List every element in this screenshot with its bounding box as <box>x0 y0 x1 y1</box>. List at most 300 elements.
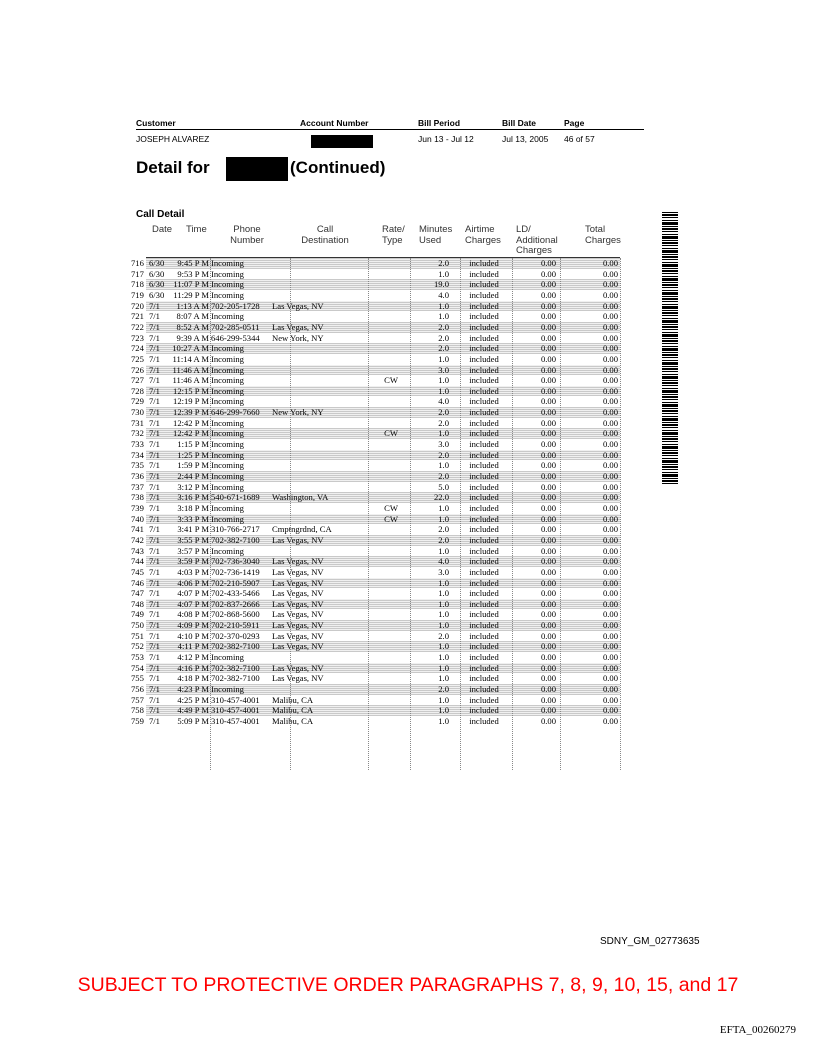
airtime-charges: included <box>469 407 499 418</box>
ld-charges: 0.00 <box>540 364 556 375</box>
minutes-used: 1.0 <box>438 588 449 599</box>
call-destination: Cmptngrdnd, CA <box>272 524 332 535</box>
airtime-charges: included <box>469 279 499 290</box>
table-row <box>0 354 816 365</box>
table-row <box>0 503 816 514</box>
airtime-charges: included <box>469 715 499 726</box>
airtime-charges: included <box>469 332 499 343</box>
col-separator <box>210 258 211 770</box>
table-row <box>0 546 816 557</box>
bill-date-label: Bill Date <box>502 118 537 128</box>
airtime-charges: included <box>469 481 499 492</box>
call-time: 4:07 P M <box>177 588 209 599</box>
total-charges: 0.00 <box>602 652 618 663</box>
call-time: 3:55 P M <box>177 534 209 545</box>
phone-number: Incoming <box>211 258 244 268</box>
total-charges: 0.00 <box>602 396 618 407</box>
ld-charges: 0.00 <box>540 396 556 407</box>
minutes-used: 1.0 <box>438 513 449 524</box>
col-separator <box>460 258 461 770</box>
rate-type: CW <box>384 502 398 513</box>
phone-number: 310-457-4001 <box>211 694 260 705</box>
call-time: 10:27 A M <box>172 343 209 354</box>
phone-number: Incoming <box>211 385 244 396</box>
call-date: 6/30 <box>149 258 165 268</box>
call-time: 11:14 A M <box>172 353 209 364</box>
call-destination: Las Vegas, NV <box>272 630 324 641</box>
row-number: 749 <box>131 609 144 620</box>
airtime-charges: included <box>469 609 499 620</box>
phone-number: Incoming <box>211 460 244 471</box>
detail-title-suffix: (Continued) <box>290 158 386 177</box>
ld-charges: 0.00 <box>540 353 556 364</box>
call-destination: Las Vegas, NV <box>272 609 324 620</box>
table-row <box>0 599 816 610</box>
call-time: 3:12 P M <box>177 481 209 492</box>
minutes-used: 2.0 <box>438 449 449 460</box>
total-charges: 0.00 <box>602 630 618 641</box>
phone-number: Incoming <box>211 268 244 279</box>
phone-number: 702-382-7100 <box>211 641 260 652</box>
call-time: 11:46 A M <box>172 375 209 386</box>
airtime-charges: included <box>469 428 499 439</box>
table-row <box>0 524 816 535</box>
total-charges: 0.00 <box>602 481 618 492</box>
total-charges: 0.00 <box>602 364 618 375</box>
col-separator <box>560 258 561 770</box>
ld-charges: 0.00 <box>540 407 556 418</box>
minutes-used: 19.0 <box>433 279 449 290</box>
phone-number: 702-382-7100 <box>211 534 260 545</box>
table-row <box>0 301 816 312</box>
row-number: 719 <box>131 289 144 300</box>
total-charges: 0.00 <box>602 598 618 609</box>
ld-charges: 0.00 <box>540 417 556 428</box>
call-date: 7/1 <box>149 428 160 439</box>
call-time: 4:16 P M <box>177 662 209 673</box>
call-time: 4:25 P M <box>177 694 209 705</box>
call-time: 8:07 A M <box>176 311 209 322</box>
total-charges: 0.00 <box>602 502 618 513</box>
total-charges: 0.00 <box>602 556 618 567</box>
ld-charges: 0.00 <box>540 428 556 439</box>
call-date: 7/1 <box>149 705 160 716</box>
phone-number: Incoming <box>211 417 244 428</box>
ld-charges: 0.00 <box>540 545 556 556</box>
call-time: 12:39 P M <box>173 407 209 418</box>
phone-number: Incoming <box>211 439 244 450</box>
call-time: 9:53 P M <box>177 268 209 279</box>
row-number: 736 <box>131 471 144 481</box>
call-destination: Las Vegas, NV <box>272 577 324 588</box>
ld-charges: 0.00 <box>540 502 556 513</box>
call-date: 7/1 <box>149 715 160 726</box>
call-date: 7/1 <box>149 577 160 588</box>
total-charges: 0.00 <box>602 673 618 684</box>
row-number: 729 <box>131 396 144 407</box>
row-number: 758 <box>131 705 144 716</box>
row-number: 720 <box>131 300 144 311</box>
minutes-used: 1.0 <box>438 620 449 631</box>
row-number: 750 <box>131 620 144 631</box>
table-row <box>0 620 816 631</box>
col-time: Time <box>186 224 207 235</box>
call-date: 7/1 <box>149 566 160 577</box>
table-row <box>0 652 816 663</box>
call-time: 4:12 P M <box>177 652 209 663</box>
total-charges: 0.00 <box>602 385 618 396</box>
airtime-charges: included <box>469 556 499 567</box>
col-minutes-used: Minutes Used <box>419 224 453 246</box>
phone-number: Incoming <box>211 279 244 290</box>
call-destination: Malibu, CA <box>272 694 314 705</box>
account-number-label: Account Number <box>300 118 369 128</box>
airtime-charges: included <box>469 513 499 524</box>
minutes-used: 1.0 <box>438 545 449 556</box>
phone-number: Incoming <box>211 311 244 322</box>
call-time: 9:45 P M <box>177 258 209 268</box>
call-date: 7/1 <box>149 439 160 450</box>
call-date: 7/1 <box>149 364 160 375</box>
row-number: 727 <box>131 375 144 386</box>
phone-number: Incoming <box>211 449 244 460</box>
call-date: 7/1 <box>149 598 160 609</box>
airtime-charges: included <box>469 673 499 684</box>
airtime-charges: included <box>469 396 499 407</box>
call-date: 7/1 <box>149 481 160 492</box>
call-destination: Las Vegas, NV <box>272 566 324 577</box>
minutes-used: 4.0 <box>438 556 449 567</box>
col-airtime-charges: Airtime Charges <box>465 224 501 246</box>
phone-number: 702-210-5911 <box>211 620 260 631</box>
minutes-used: 1.0 <box>438 662 449 673</box>
table-row <box>0 311 816 322</box>
row-number: 744 <box>131 556 144 567</box>
total-charges: 0.00 <box>602 545 618 556</box>
total-charges: 0.00 <box>602 684 618 694</box>
row-number: 723 <box>131 332 144 343</box>
ld-charges: 0.00 <box>540 609 556 620</box>
minutes-used: 1.0 <box>438 652 449 663</box>
call-date: 6/30 <box>149 289 165 300</box>
airtime-charges: included <box>469 311 499 322</box>
total-charges: 0.00 <box>602 534 618 545</box>
total-charges: 0.00 <box>602 513 618 524</box>
call-date: 7/1 <box>149 652 160 663</box>
header-rule <box>136 129 644 130</box>
call-date: 7/1 <box>149 321 160 332</box>
call-date: 6/30 <box>149 279 165 290</box>
minutes-used: 2.0 <box>438 534 449 545</box>
ld-charges: 0.00 <box>540 556 556 567</box>
minutes-used: 1.0 <box>438 715 449 726</box>
ld-charges: 0.00 <box>540 673 556 684</box>
total-charges: 0.00 <box>602 428 618 439</box>
call-date: 7/1 <box>149 375 160 386</box>
rate-type: CW <box>384 428 398 439</box>
phone-number: Incoming <box>211 343 244 354</box>
customer-label: Customer <box>136 118 176 128</box>
col-separator <box>620 258 621 770</box>
call-date: 7/1 <box>149 534 160 545</box>
call-date: 7/1 <box>149 417 160 428</box>
table-row <box>0 460 816 471</box>
call-time: 3:33 P M <box>177 513 209 524</box>
protective-order-notice: SUBJECT TO PROTECTIVE ORDER PARAGRAPHS 7, 8, 9, 10, 15, and 17 <box>77 974 739 996</box>
minutes-used: 2.0 <box>438 407 449 418</box>
airtime-charges: included <box>469 566 499 577</box>
total-charges: 0.00 <box>602 268 618 279</box>
call-date: 7/1 <box>149 545 160 556</box>
airtime-charges: included <box>469 641 499 652</box>
minutes-used: 2.0 <box>438 684 449 694</box>
table-row <box>0 343 816 354</box>
call-date: 6/30 <box>149 268 165 279</box>
call-date: 7/1 <box>149 502 160 513</box>
row-number: 734 <box>131 449 144 460</box>
row-number: 737 <box>131 481 144 492</box>
row-number: 731 <box>131 417 144 428</box>
phone-number: 702-285-0511 <box>211 321 260 332</box>
total-charges: 0.00 <box>602 300 618 311</box>
phone-number: Incoming <box>211 471 244 481</box>
call-time: 4:18 P M <box>177 673 209 684</box>
phone-number: 702-837-2666 <box>211 598 260 609</box>
call-destination: Las Vegas, NV <box>272 673 324 684</box>
table-row <box>0 471 816 482</box>
call-time: 11:46 A M <box>172 364 209 375</box>
table-row <box>0 578 816 589</box>
total-charges: 0.00 <box>602 694 618 705</box>
call-time: 11:07 P M <box>173 279 209 290</box>
call-date: 7/1 <box>149 609 160 620</box>
call-destination: Las Vegas, NV <box>272 641 324 652</box>
row-number: 748 <box>131 598 144 609</box>
page-value: 46 of 57 <box>564 134 595 144</box>
total-charges: 0.00 <box>602 439 618 450</box>
call-date: 7/1 <box>149 471 160 481</box>
total-charges: 0.00 <box>602 353 618 364</box>
airtime-charges: included <box>469 417 499 428</box>
call-date: 7/1 <box>149 407 160 418</box>
total-charges: 0.00 <box>602 375 618 386</box>
account-number-redaction <box>311 135 373 148</box>
airtime-charges: included <box>469 652 499 663</box>
call-time: 2:44 P M <box>177 471 209 481</box>
total-charges: 0.00 <box>602 566 618 577</box>
phone-number: 310-766-2717 <box>211 524 260 535</box>
row-number: 752 <box>131 641 144 652</box>
row-number: 756 <box>131 684 144 694</box>
row-number: 728 <box>131 385 144 396</box>
phone-number: 702-736-3040 <box>211 556 260 567</box>
total-charges: 0.00 <box>602 641 618 652</box>
col-date: Date <box>152 224 173 235</box>
ld-charges: 0.00 <box>540 588 556 599</box>
efta-number: EFTA_00260279 <box>719 1024 796 1036</box>
bates-number: SDNY_GM_02773635 <box>600 936 700 947</box>
row-number: 717 <box>131 268 144 279</box>
airtime-charges: included <box>469 300 499 311</box>
call-date: 7/1 <box>149 449 160 460</box>
ld-charges: 0.00 <box>540 385 556 396</box>
total-charges: 0.00 <box>602 715 618 726</box>
ld-charges: 0.00 <box>540 694 556 705</box>
bill-date-value: Jul 13, 2005 <box>502 134 549 144</box>
ld-charges: 0.00 <box>540 534 556 545</box>
col-rate-type: Rate/ Type <box>382 224 405 246</box>
minutes-used: 2.0 <box>438 417 449 428</box>
row-number: 732 <box>131 428 144 439</box>
phone-number: 646-299-5344 <box>211 332 260 343</box>
table-row <box>0 663 816 674</box>
call-date: 7/1 <box>149 588 160 599</box>
airtime-charges: included <box>469 375 499 386</box>
table-row <box>0 450 816 461</box>
total-charges: 0.00 <box>602 258 618 268</box>
ld-charges: 0.00 <box>540 300 556 311</box>
call-detail-heading: Call Detail <box>136 209 185 220</box>
bill-period-value: Jun 13 - Jul 12 <box>418 134 474 144</box>
call-destination: Malibu, CA <box>272 705 314 716</box>
table-row <box>0 269 816 280</box>
call-date: 7/1 <box>149 492 160 503</box>
call-time: 3:41 P M <box>177 524 209 535</box>
phone-number: 702-370-0293 <box>211 630 260 641</box>
ld-charges: 0.00 <box>540 598 556 609</box>
phone-number: Incoming <box>211 545 244 556</box>
ld-charges: 0.00 <box>540 620 556 631</box>
airtime-charges: included <box>469 439 499 450</box>
ld-charges: 0.00 <box>540 684 556 694</box>
call-time: 9:39 A M <box>176 332 209 343</box>
call-date: 7/1 <box>149 524 160 535</box>
row-number: 747 <box>131 588 144 599</box>
ld-charges: 0.00 <box>540 439 556 450</box>
call-time: 4:07 P M <box>177 598 209 609</box>
ld-charges: 0.00 <box>540 268 556 279</box>
ld-charges: 0.00 <box>540 449 556 460</box>
row-number: 718 <box>131 279 144 290</box>
table-row <box>0 365 816 376</box>
phone-number: 702-205-1728 <box>211 300 260 311</box>
table-row <box>0 631 816 642</box>
col-call-destination: Call Destination <box>301 224 349 246</box>
minutes-used: 1.0 <box>438 609 449 620</box>
minutes-used: 1.0 <box>438 268 449 279</box>
phone-number: 310-457-4001 <box>211 705 260 716</box>
minutes-used: 1.0 <box>438 460 449 471</box>
phone-number: Incoming <box>211 428 244 439</box>
minutes-used: 2.0 <box>438 258 449 268</box>
table-row <box>0 535 816 546</box>
ld-charges: 0.00 <box>540 630 556 641</box>
row-number: 740 <box>131 513 144 524</box>
col-phone-number: Phone Number <box>230 224 264 246</box>
minutes-used: 1.0 <box>438 694 449 705</box>
row-number: 730 <box>131 407 144 418</box>
call-date: 7/1 <box>149 300 160 311</box>
minutes-used: 4.0 <box>438 396 449 407</box>
table-row <box>0 673 816 684</box>
airtime-charges: included <box>469 449 499 460</box>
total-charges: 0.00 <box>602 449 618 460</box>
minutes-used: 2.0 <box>438 321 449 332</box>
table-row <box>0 705 816 716</box>
call-time: 4:23 P M <box>177 684 209 694</box>
total-charges: 0.00 <box>602 609 618 620</box>
ld-charges: 0.00 <box>540 460 556 471</box>
call-destination: New York, NY <box>272 332 324 343</box>
phone-number: 702-868-5600 <box>211 609 260 620</box>
row-number: 726 <box>131 364 144 375</box>
minutes-used: 4.0 <box>438 289 449 300</box>
row-number: 754 <box>131 662 144 673</box>
minutes-used: 1.0 <box>438 300 449 311</box>
minutes-used: 1.0 <box>438 598 449 609</box>
row-number: 741 <box>131 524 144 535</box>
table-row <box>0 492 816 503</box>
ld-charges: 0.00 <box>540 524 556 535</box>
phone-number: Incoming <box>211 396 244 407</box>
airtime-charges: included <box>469 460 499 471</box>
col-total-charges: Total Charges <box>585 224 621 246</box>
call-time: 1:15 P M <box>177 439 209 450</box>
minutes-used: 2.0 <box>438 343 449 354</box>
minutes-used: 1.0 <box>438 353 449 364</box>
phone-number: Incoming <box>211 513 244 524</box>
row-number: 745 <box>131 566 144 577</box>
call-date: 7/1 <box>149 385 160 396</box>
row-number: 725 <box>131 353 144 364</box>
total-charges: 0.00 <box>602 311 618 322</box>
total-charges: 0.00 <box>602 620 618 631</box>
call-date: 7/1 <box>149 353 160 364</box>
bill-period-label: Bill Period <box>418 118 461 128</box>
airtime-charges: included <box>469 502 499 513</box>
phone-number: Incoming <box>211 481 244 492</box>
minutes-used: 5.0 <box>438 481 449 492</box>
minutes-used: 1.0 <box>438 577 449 588</box>
detail-title-prefix: Detail for <box>136 158 210 177</box>
total-charges: 0.00 <box>602 524 618 535</box>
call-time: 4:06 P M <box>177 577 209 588</box>
ld-charges: 0.00 <box>540 343 556 354</box>
airtime-charges: included <box>469 364 499 375</box>
call-date: 7/1 <box>149 641 160 652</box>
airtime-charges: included <box>469 353 499 364</box>
table-row <box>0 418 816 429</box>
row-number: 722 <box>131 321 144 332</box>
row-number: 746 <box>131 577 144 588</box>
rate-type: CW <box>384 513 398 524</box>
airtime-charges: included <box>469 545 499 556</box>
table-row <box>0 375 816 386</box>
ld-charges: 0.00 <box>540 471 556 481</box>
minutes-used: 1.0 <box>438 641 449 652</box>
phone-number: Incoming <box>211 652 244 663</box>
call-destination: Las Vegas, NV <box>272 556 324 567</box>
col-separator <box>290 258 291 770</box>
airtime-charges: included <box>469 577 499 588</box>
total-charges: 0.00 <box>602 321 618 332</box>
table-row <box>0 396 816 407</box>
row-number: 738 <box>131 492 144 503</box>
airtime-charges: included <box>469 620 499 631</box>
airtime-charges: included <box>469 268 499 279</box>
phone-number: Incoming <box>211 289 244 300</box>
total-charges: 0.00 <box>602 662 618 673</box>
